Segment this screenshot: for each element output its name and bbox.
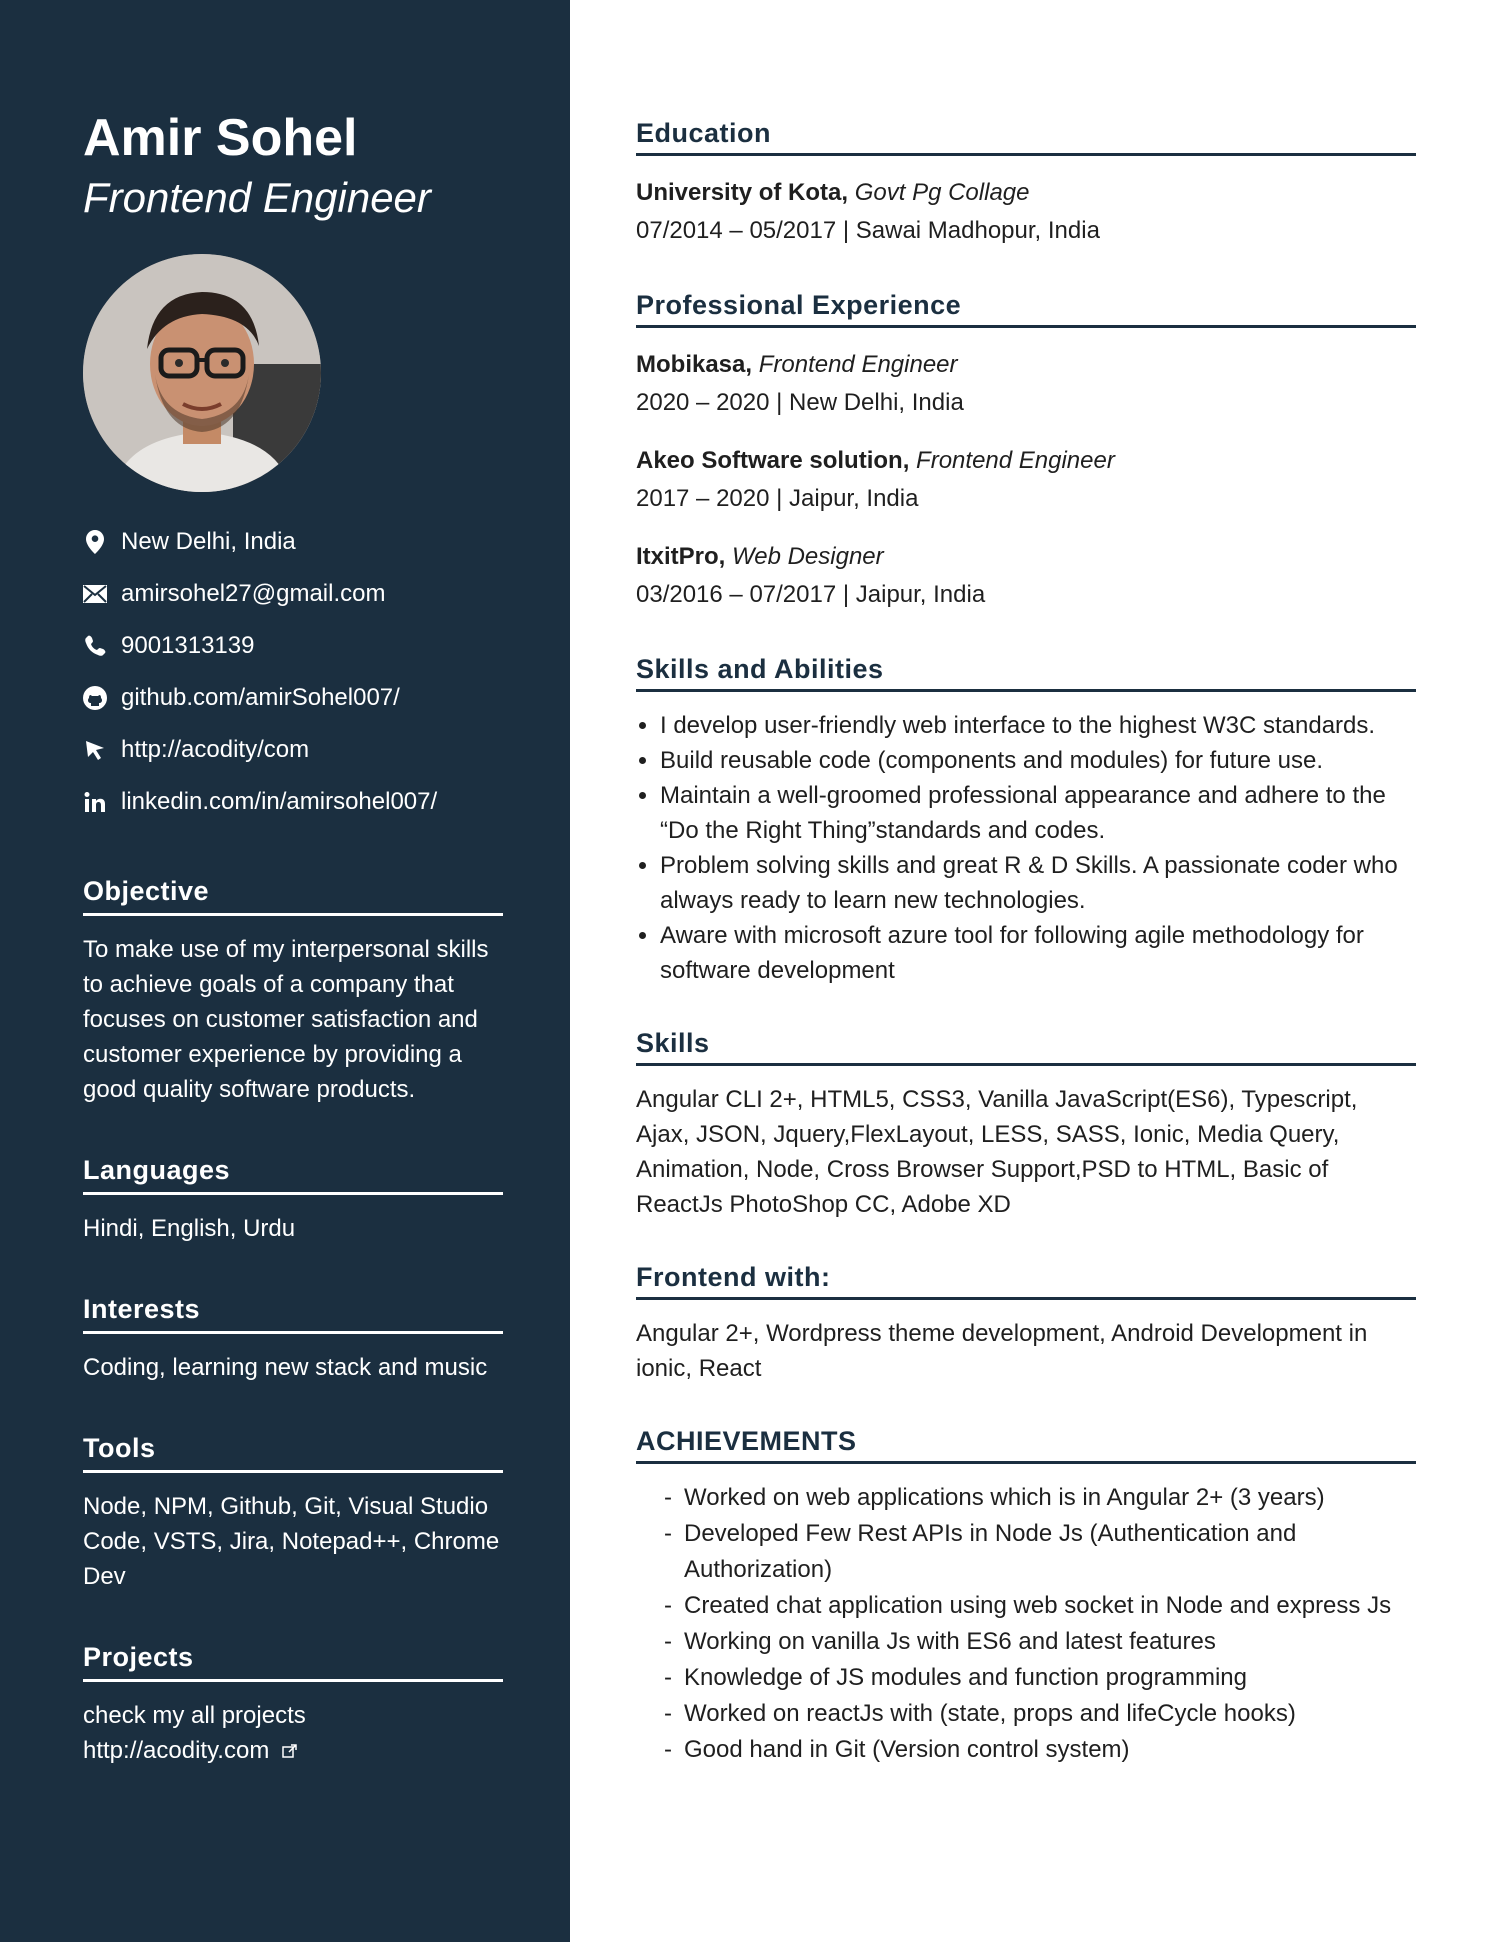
abilities-section: [636, 654, 1416, 988]
list-item: - Knowledge of JS modules and function programming: [664, 1660, 1416, 1696]
abilities-list: [636, 708, 1416, 988]
skills-title: Skills: [636, 1028, 1416, 1066]
tools-title: Tools: [83, 1433, 503, 1473]
external-link-icon: [282, 1734, 298, 1769]
portrait-photo: [83, 254, 321, 492]
interests-section: [83, 1294, 503, 1385]
list-item: • Build reusable code (components and modules) for future use.: [660, 743, 1416, 778]
experience-role: Web Designer: [732, 543, 884, 570]
experience-org: Mobikasa,: [636, 351, 753, 378]
abilities-title: Skills and Abilities: [636, 654, 1416, 692]
objective-title: Objective: [83, 876, 503, 916]
list-item: - Good hand in Git (Version control system): [664, 1732, 1416, 1768]
objective-text: To make use of my interpersonal skills to achieve goals of a company that focuses on customer satisfaction and customer experience by providing a good quality software products.: [83, 936, 489, 1103]
interests-text: Coding, learning new stack and music: [83, 1354, 488, 1381]
location-pin-icon: [83, 530, 107, 554]
tools-text: Node, NPM, Github, Git, Visual Studio Code, VSTS, Jira, Notepad++, Chrome Dev: [83, 1493, 500, 1590]
contact-phone-text: 9001313139: [121, 632, 255, 659]
experience-details: 2020 – 2020 | New Delhi, India: [636, 389, 964, 416]
languages-text: Hindi, English, Urdu: [83, 1215, 296, 1242]
education-entry: [636, 174, 1416, 250]
experience-role: Frontend Engineer: [758, 351, 958, 378]
avatar: [83, 254, 321, 492]
experience-section: [636, 290, 1416, 614]
languages-title: Languages: [83, 1155, 503, 1195]
contact-linkedin-text: linkedin.com/in/amirsohel007/: [121, 788, 438, 815]
projects-line: check my all projects: [83, 1702, 306, 1729]
projects-text: [83, 1698, 503, 1769]
frontend-section: [636, 1262, 1416, 1386]
interests-title: Interests: [83, 1294, 503, 1334]
cursor-icon: [83, 738, 107, 762]
experience-details: 2017 – 2020 | Jaipur, India: [636, 485, 919, 512]
experience-entry: [636, 538, 1416, 614]
frontend-text: Angular 2+, Wordpress theme development, Android Development in ionic, React: [636, 1320, 1368, 1382]
sidebar-content: [83, 108, 503, 1769]
experience-title: Professional Experience: [636, 290, 1416, 328]
education-section: [636, 118, 1416, 250]
list-item: - Created chat application using web socket in Node and express Js: [664, 1588, 1416, 1624]
main-content: [636, 118, 1416, 1808]
experience-entry: [636, 346, 1416, 422]
projects-link[interactable]: http://acodity.com: [83, 1737, 270, 1764]
contact-email-text: amirsohel27@gmail.com: [121, 580, 386, 607]
sidebar: [0, 0, 570, 1942]
list-item: - Developed Few Rest APIs in Node Js (Authentication and Authorization): [664, 1516, 1416, 1588]
list-item: - Worked on reactJs with (state, props and lifeCycle hooks): [664, 1696, 1416, 1732]
languages-section: [83, 1155, 503, 1246]
contact-website-text: http://acodity/com: [121, 736, 310, 763]
contact-location: [83, 516, 503, 568]
projects-section: [83, 1642, 503, 1769]
linkedin-icon: [83, 790, 107, 814]
education-title: Education: [636, 118, 1416, 156]
achievements-section: [636, 1426, 1416, 1768]
list-item: • Maintain a well-groomed professional appearance and adhere to the “Do the Right Thing”standards and codes.: [660, 778, 1416, 848]
experience-details: 03/2016 – 07/2017 | Jaipur, India: [636, 581, 986, 608]
profile-role: Frontend Engineer: [83, 174, 431, 221]
experience-org: Akeo Software solution,: [636, 447, 910, 474]
education-details: 07/2014 – 05/2017 | Sawai Madhopur, India: [636, 217, 1100, 244]
objective-section: [83, 876, 503, 1107]
contact-list: [83, 516, 503, 828]
contact-github[interactable]: [83, 672, 503, 724]
mail-icon: [83, 582, 107, 606]
contact-location-text: New Delhi, India: [121, 528, 296, 555]
list-item: • I develop user-friendly web interface to the highest W3C standards.: [660, 708, 1416, 743]
contact-email[interactable]: [83, 568, 503, 620]
achievements-list: [636, 1480, 1416, 1768]
achievements-title: ACHIEVEMENTS: [636, 1426, 1416, 1464]
experience-org: ItxitPro,: [636, 543, 726, 570]
list-item: - Working on vanilla Js with ES6 and latest features: [664, 1624, 1416, 1660]
list-item: • Aware with microsoft azure tool for following agile methodology for software development: [660, 918, 1416, 988]
profile-name: Amir Sohel: [83, 109, 358, 167]
frontend-title: Frontend with:: [636, 1262, 1416, 1300]
experience-entry: [636, 442, 1416, 518]
projects-title: Projects: [83, 1642, 503, 1682]
github-icon: [83, 686, 107, 710]
skills-text: Angular CLI 2+, HTML5, CSS3, Vanilla JavaScript(ES6), Typescript, Ajax, JSON, Jquery,FlexLayout, LESS, SASS, Ionic, Media Query, Animation, Node, Cross Browser Support,PSD to HTML, Basic of ReactJs PhotoShop CC, Adobe XD: [636, 1086, 1358, 1218]
projects-link-row[interactable]: [83, 1733, 503, 1769]
education-org: University of Kota,: [636, 179, 849, 206]
education-role: Govt Pg Collage: [854, 179, 1030, 206]
skills-section: [636, 1028, 1416, 1222]
list-item: - Worked on web applications which is in Angular 2+ (3 years): [664, 1480, 1416, 1516]
phone-icon: [83, 634, 107, 658]
contact-linkedin[interactable]: [83, 776, 503, 828]
list-item: • Problem solving skills and great R & D Skills. A passionate coder who always ready to learn new technologies.: [660, 848, 1416, 918]
tools-section: [83, 1433, 503, 1594]
experience-role: Frontend Engineer: [916, 447, 1115, 474]
contact-phone[interactable]: [83, 620, 503, 672]
contact-github-text: github.com/amirSohel007/: [121, 684, 400, 711]
contact-website[interactable]: [83, 724, 503, 776]
